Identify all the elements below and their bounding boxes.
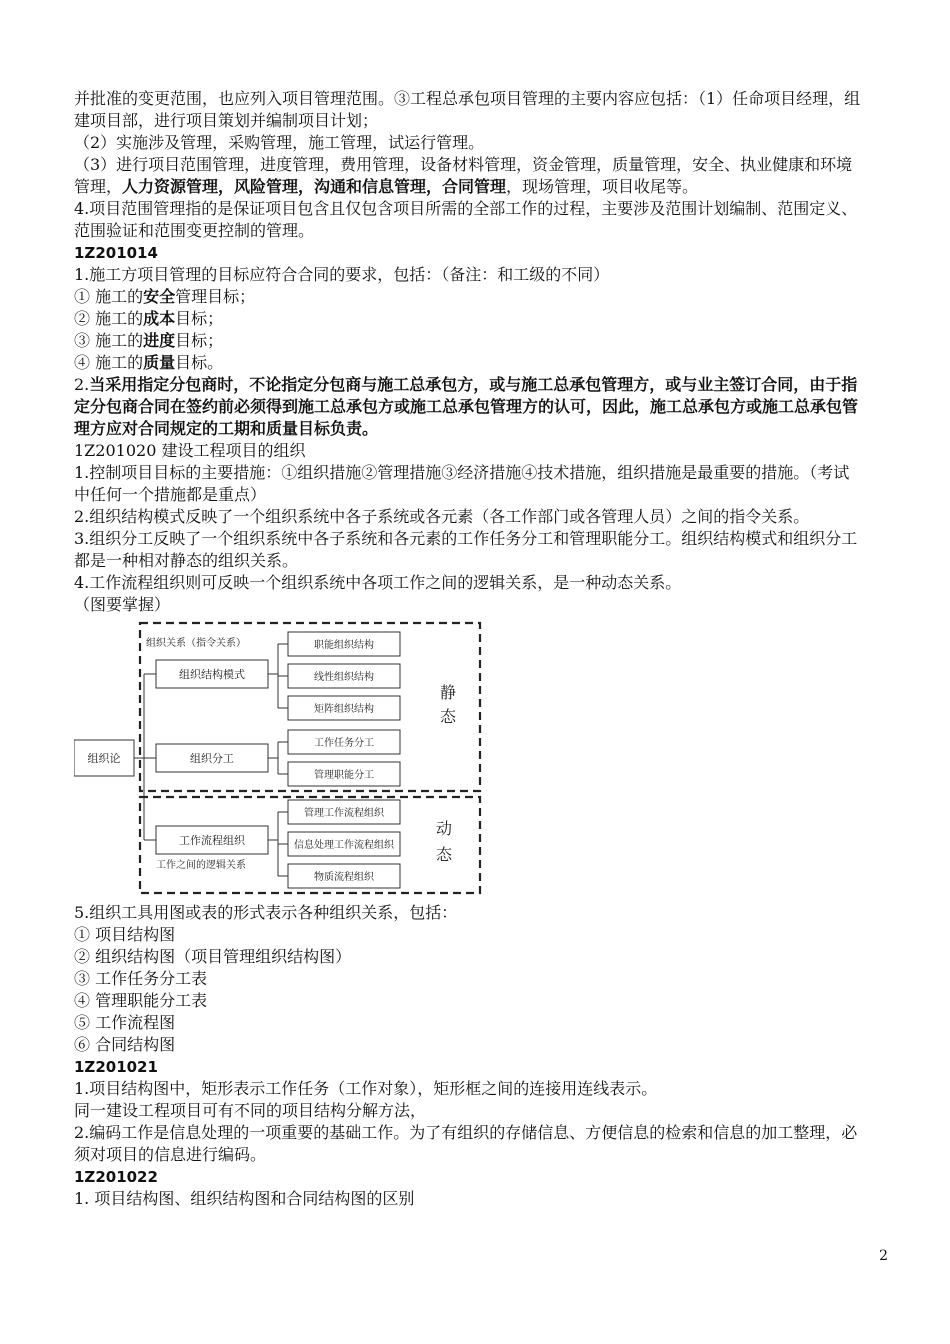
leaf-node-7-label: 物质流程组织 (314, 872, 374, 883)
leaf-node-6-label: 信息处理工作流程组织 (294, 840, 394, 851)
paragraph (74, 1188, 864, 1210)
text-run: 并批准的变更范围，也应列入项目管理范围。③工程总承包项目管理的主要内容应包括：（1）任命项目经理，组建项目部，进行项目策划并编制项目计划； (74, 89, 861, 130)
leaf-node-5-label: 管理工作流程组织 (304, 808, 384, 819)
text-run: 3.组织分工反映了一个组织系统中各子系统和各元素的工作任务分工和管理职能分工。组织结构模式和组织分工都是一种相对静态的组织关系。 (74, 529, 858, 570)
bold-text: 安全 (143, 287, 176, 306)
text-run: ① 项目结构图 (74, 925, 176, 944)
text-run: ② 组织结构图（项目管理组织结构图） (74, 947, 352, 966)
text-run: ⑤ 工作流程图 (74, 1013, 176, 1032)
diagram-svg (74, 620, 494, 900)
text-run: 1Z201020 建设工程项目的组织 (74, 441, 306, 460)
leaf-node-1-label: 线性组织结构 (314, 672, 374, 683)
paragraph (74, 924, 864, 946)
paragraph (74, 1012, 864, 1034)
text-run: 1.项目结构图中，矩形表示工作任务（工作对象），矩形框之间的连接用连线表示。 (74, 1079, 658, 1098)
paragraph (74, 1122, 864, 1166)
text-run: 1. 项目结构图、组织结构图和合同结构图的区别 (74, 1189, 415, 1208)
paragraph (74, 594, 864, 616)
paragraph (74, 1034, 864, 1056)
organization-theory-diagram (74, 620, 494, 900)
text-run: 1Z201021 (74, 1058, 158, 1076)
group1-note: 组织关系（指令关系） (146, 638, 246, 649)
leaf-node-4-label: 管理职能分工 (314, 770, 374, 781)
section-code (74, 1056, 864, 1078)
text-run: ④ 管理职能分工表 (74, 991, 208, 1010)
paragraph (74, 286, 864, 308)
text-run: ④ 施工的 (74, 353, 144, 372)
text-run: 5.组织工具用图或表的形式表示各种组织关系，包括： (74, 903, 458, 922)
section-code (74, 242, 864, 264)
paragraph (74, 198, 864, 242)
paragraph (74, 374, 864, 440)
paragraph (74, 968, 864, 990)
paragraph (74, 132, 864, 154)
group3-note: 工作之间的逻辑关系 (156, 860, 246, 871)
text-run: （3）进行项目范围管理，进度管理，费用管理，设备材料管理，资金管理，质量管理，安全、执业健康和环境管理， (74, 155, 853, 196)
leaf-node-0-label: 职能组织结构 (314, 640, 374, 651)
text-run: 1Z201014 (74, 244, 158, 262)
root-node-label: 组织论 (87, 752, 121, 765)
text-run: ③ 施工的 (74, 331, 144, 350)
static-label-char: 静 (440, 683, 457, 702)
text-run: 目标； (175, 309, 224, 328)
text-run: 目标； (175, 331, 224, 350)
leaf-node-3-label: 工作任务分工 (314, 738, 374, 749)
text-run: 1Z201022 (74, 1168, 158, 1186)
text-run: 4.工作流程组织则可反映一个组织系统中各项工作之间的逻辑关系，是一种动态关系。 (74, 573, 682, 592)
paragraph (74, 352, 864, 374)
page-number: 2 (879, 1248, 888, 1264)
bold-text: 成本 (143, 309, 176, 328)
paragraph (74, 330, 864, 352)
text-run: 2.组织结构模式反映了一个组织系统中各子系统或各元素（各工作部门或各管理人员）之间的指令关系。 (74, 507, 810, 526)
paragraph (74, 572, 864, 594)
paragraph (74, 154, 864, 198)
paragraph (74, 1078, 864, 1100)
bold-text: 进度 (143, 331, 176, 350)
paragraph (74, 990, 864, 1012)
text-run: ② 施工的 (74, 309, 144, 328)
text-run: ⑥ 合同结构图 (74, 1035, 176, 1054)
paragraph (74, 946, 864, 968)
text-run: ，现场管理，项目收尾等。 (506, 177, 699, 196)
text-run: 1.施工方项目管理的目标应符合合同的要求，包括：（备注：和工级的不同） (74, 265, 610, 284)
text-run: ① 施工的 (74, 287, 144, 306)
paragraph (74, 506, 864, 528)
paragraph (74, 1100, 864, 1122)
text-run: 4.项目范围管理指的是保证项目包含且仅包含项目所需的全部工作的过程，主要涉及范围计划编制、范围定义、范围验证和范围变更控制的管理。 (74, 199, 858, 240)
static-label-char: 态 (440, 707, 457, 726)
mid-node-2-label: 工作流程组织 (179, 834, 245, 847)
dynamic-label-char: 态 (436, 845, 453, 864)
text-run: 目标。 (175, 353, 224, 372)
text-run: 1.控制项目目标的主要措施：①组织措施②管理措施③经济措施④技术措施，组织措施是最重要的措施。（考试中任何一个措施都是重点） (74, 463, 850, 504)
bold-text: 当采用指定分包商时，不论指定分包商与施工总承包方，或与施工总承包管理方，或与业主签订合同，由于指定分包商合同在签约前必须得到施工总承包方或施工总承包管理方的认可，因此，施工总承包方或施工总承包管理方应对合同规定的工期和质量目标负责。 (74, 375, 859, 438)
text-run: （2）实施涉及管理，采购管理，施工管理，试运行管理。 (74, 133, 485, 152)
text-run: 管理目标； (175, 287, 256, 306)
text-run: 同一建设工程项目可有不同的项目结构分解方法， (74, 1101, 427, 1120)
bold-text: 人力资源管理，风险管理，沟通和信息管理，合同管理 (122, 177, 507, 196)
text-run: 2. (74, 375, 90, 394)
bold-text: 质量 (143, 353, 176, 372)
paragraph (74, 528, 864, 572)
document-body (74, 88, 864, 1210)
mid-node-0-label: 组织结构模式 (179, 668, 245, 681)
leaf-node-2-label: 矩阵组织结构 (314, 704, 374, 715)
section-code (74, 1166, 864, 1188)
paragraph (74, 462, 864, 506)
paragraph (74, 440, 864, 462)
paragraph (74, 264, 864, 286)
paragraph (74, 308, 864, 330)
dynamic-label-char: 动 (436, 819, 453, 838)
mid-node-1-label: 组织分工 (190, 752, 234, 765)
paragraph (74, 88, 864, 132)
text-run: 2.编码工作是信息处理的一项重要的基础工作。为了有组织的存储信息、方便信息的检索和信息的加工整理，必须对项目的信息进行编码。 (74, 1123, 858, 1164)
paragraph (74, 902, 864, 924)
text-run: ③ 工作任务分工表 (74, 969, 208, 988)
text-run: （图要掌握） (74, 595, 171, 614)
